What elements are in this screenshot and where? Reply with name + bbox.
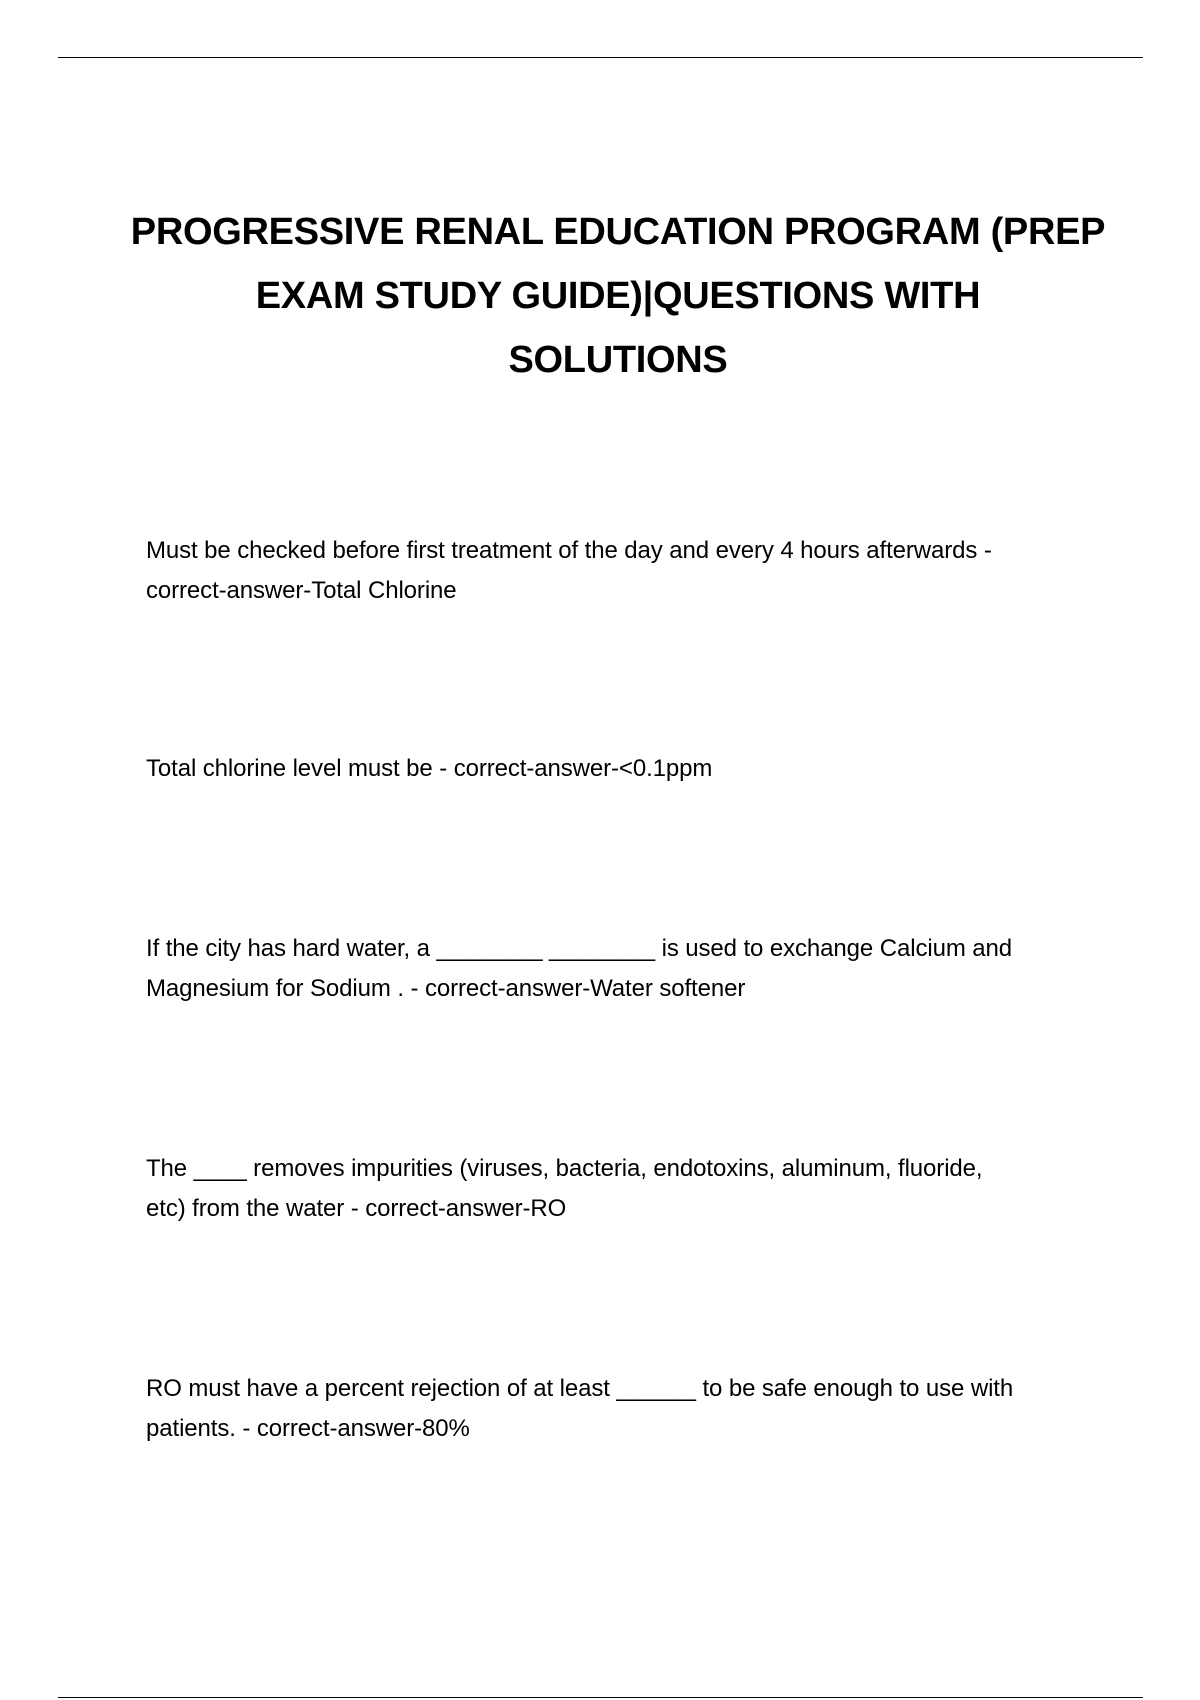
document-title — [120, 200, 1116, 392]
qa-item-3-line-1: If the city has hard water, a ________ ________ is used to exchange Calcium and — [146, 935, 1013, 962]
qa-item-5-line-1: RO must have a percent rejection of at least ______ to be safe enough to use with — [146, 1375, 1014, 1402]
qa-item-1-line-2: correct-answer-Total Chlorine — [146, 577, 457, 604]
qa-item-4-line-2: etc) from the water - correct-answer-RO — [146, 1195, 567, 1222]
qa-item-1-line-1: Must be checked before first treatment of the day and every 4 hours afterwards - — [146, 537, 992, 564]
qa-item-4 — [146, 1149, 1096, 1229]
footer-rule — [58, 1697, 1143, 1698]
qa-item-5 — [146, 1369, 1096, 1449]
qa-item-2-line-1: Total chlorine level must be - correct-answer-<0.1ppm — [146, 755, 713, 782]
qa-item-5-line-2: patients. - correct-answer-80% — [146, 1415, 470, 1442]
qa-item-3 — [146, 929, 1096, 1009]
qa-item-1 — [146, 531, 1096, 611]
qa-item-4-line-1: The ____ removes impurities (viruses, bacteria, endotoxins, aluminum, fluoride, — [146, 1155, 983, 1182]
header-rule — [58, 57, 1143, 58]
qa-item-3-line-2: Magnesium for Sodium . - correct-answer-Water softener — [146, 975, 746, 1002]
qa-item-2 — [146, 749, 1096, 789]
title-line-2: EXAM STUDY GUIDE)|QUESTIONS WITH — [255, 275, 981, 317]
title-line-1: PROGRESSIVE RENAL EDUCATION PROGRAM (PREP — [130, 211, 1106, 253]
title-line-3: SOLUTIONS — [508, 339, 728, 381]
